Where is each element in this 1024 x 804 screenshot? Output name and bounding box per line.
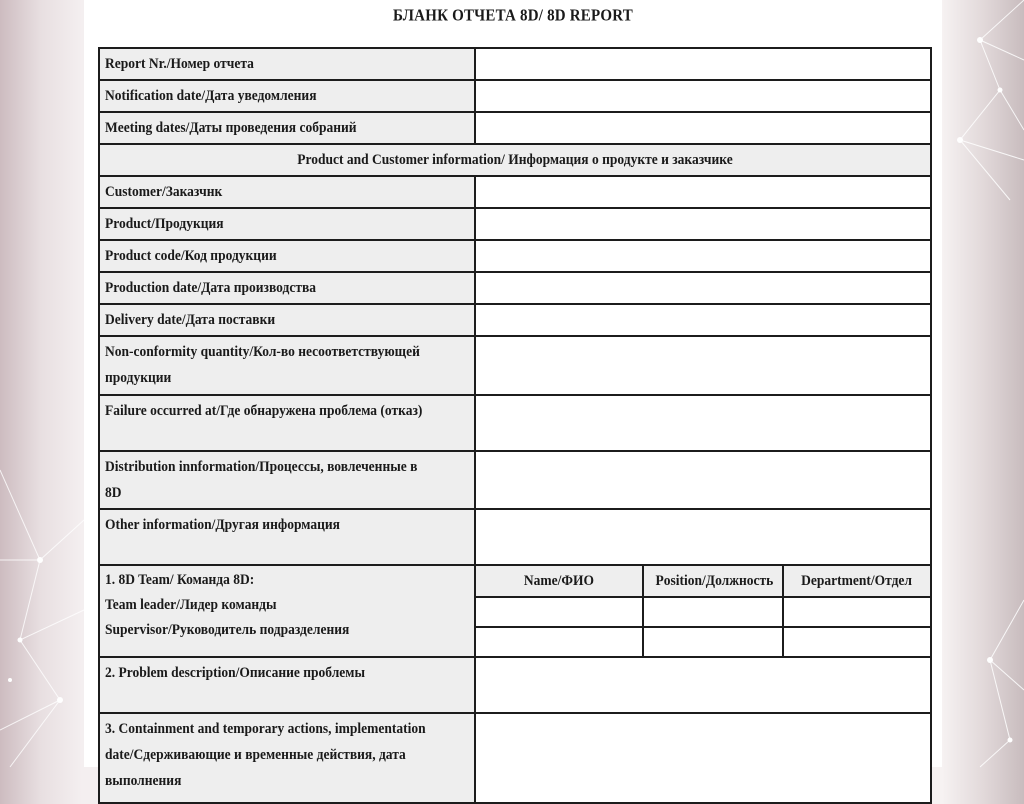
table-row bbox=[99, 272, 931, 304]
field-label-problem-description: 2. Problem description/Описание проблемы bbox=[99, 657, 475, 713]
report-sheet bbox=[84, 0, 942, 789]
field-value-production-date[interactable] bbox=[475, 272, 931, 304]
field-label-meeting-dates: Meeting dates/Даты проведения собраний bbox=[99, 112, 475, 144]
team-heading: 1. 8D Team/ Команда 8D: bbox=[105, 572, 255, 588]
table-row bbox=[99, 509, 931, 565]
column-header-name: Name/ФИО bbox=[475, 565, 643, 597]
team-label-cell bbox=[99, 565, 475, 657]
table-row bbox=[99, 713, 931, 803]
table-row bbox=[99, 240, 931, 272]
field-value-nonconformity-quantity[interactable] bbox=[475, 336, 931, 395]
table-row bbox=[99, 112, 931, 144]
field-value-other-information[interactable] bbox=[475, 509, 931, 565]
column-header-department: Department/Отдел bbox=[783, 565, 931, 597]
report-form-table bbox=[98, 47, 932, 804]
supervisor-department-cell[interactable] bbox=[783, 627, 931, 657]
field-label-product-code: Product code/Код продукции bbox=[99, 240, 475, 272]
table-row bbox=[99, 176, 931, 208]
table-row bbox=[99, 48, 931, 80]
field-label-product: Product/Продукция bbox=[99, 208, 475, 240]
table-row bbox=[99, 144, 931, 176]
field-label-delivery-date: Delivery date/Дата поставки bbox=[99, 304, 475, 336]
field-value-meeting-dates[interactable] bbox=[475, 112, 931, 144]
field-value-notification-date[interactable] bbox=[475, 80, 931, 112]
field-value-problem-description[interactable] bbox=[475, 657, 931, 713]
field-value-distribution-information[interactable] bbox=[475, 451, 931, 509]
field-label-notification-date: Notification date/Дата уведомления bbox=[99, 80, 475, 112]
field-label-failure-occurred: Failure occurred at/Где обнаружена проблема (отказ) bbox=[99, 395, 475, 451]
field-value-containment-actions[interactable] bbox=[475, 713, 931, 803]
field-label-nonconformity-quantity: Non-conformity quantity/Кол-во несоответствующей продукции bbox=[99, 336, 475, 395]
field-label-other-information: Other information/Другая информация bbox=[99, 509, 475, 565]
table-row bbox=[99, 336, 931, 395]
section-product-customer: Product and Customer information/ Информация о продукте и заказчике bbox=[99, 144, 931, 176]
field-label-report-number: Report Nr./Номер отчета bbox=[99, 48, 475, 80]
field-value-customer[interactable] bbox=[475, 176, 931, 208]
background-right-decoration bbox=[940, 0, 1024, 767]
field-value-product[interactable] bbox=[475, 208, 931, 240]
team-leader-position-cell[interactable] bbox=[643, 597, 783, 627]
supervisor-name-cell[interactable] bbox=[475, 627, 643, 657]
table-row bbox=[99, 395, 931, 451]
field-value-failure-occurred[interactable] bbox=[475, 395, 931, 451]
team-leader-label: Team leader/Лидер команды bbox=[105, 597, 277, 613]
field-value-delivery-date[interactable] bbox=[475, 304, 931, 336]
column-header-position: Position/Должность bbox=[643, 565, 783, 597]
supervisor-label: Supervisor/Руководитель подразделения bbox=[105, 622, 350, 638]
field-value-product-code[interactable] bbox=[475, 240, 931, 272]
table-row bbox=[99, 451, 931, 509]
field-label-production-date: Production date/Дата производства bbox=[99, 272, 475, 304]
field-value-report-number[interactable] bbox=[475, 48, 931, 80]
team-leader-name-cell[interactable] bbox=[475, 597, 643, 627]
table-row bbox=[99, 657, 931, 713]
table-row bbox=[99, 304, 931, 336]
team-leader-department-cell[interactable] bbox=[783, 597, 931, 627]
table-row bbox=[99, 80, 931, 112]
field-label-containment-actions: 3. Containment and temporary actions, implementation date/Сдерживающие и временные действия, дата выполнения bbox=[99, 713, 475, 803]
document-title: БЛАНК ОТЧЕТА 8D/ 8D REPORT bbox=[393, 6, 633, 25]
field-label-customer: Customer/Заказчнк bbox=[99, 176, 475, 208]
table-row bbox=[99, 565, 931, 597]
field-label-distribution-information: Distribution innformation/Процессы, вовлеченные в 8D bbox=[99, 451, 475, 509]
background-left-decoration bbox=[0, 0, 84, 767]
supervisor-position-cell[interactable] bbox=[643, 627, 783, 657]
table-row bbox=[99, 208, 931, 240]
network-lines-right bbox=[940, 0, 1024, 767]
network-lines-left bbox=[0, 0, 84, 767]
